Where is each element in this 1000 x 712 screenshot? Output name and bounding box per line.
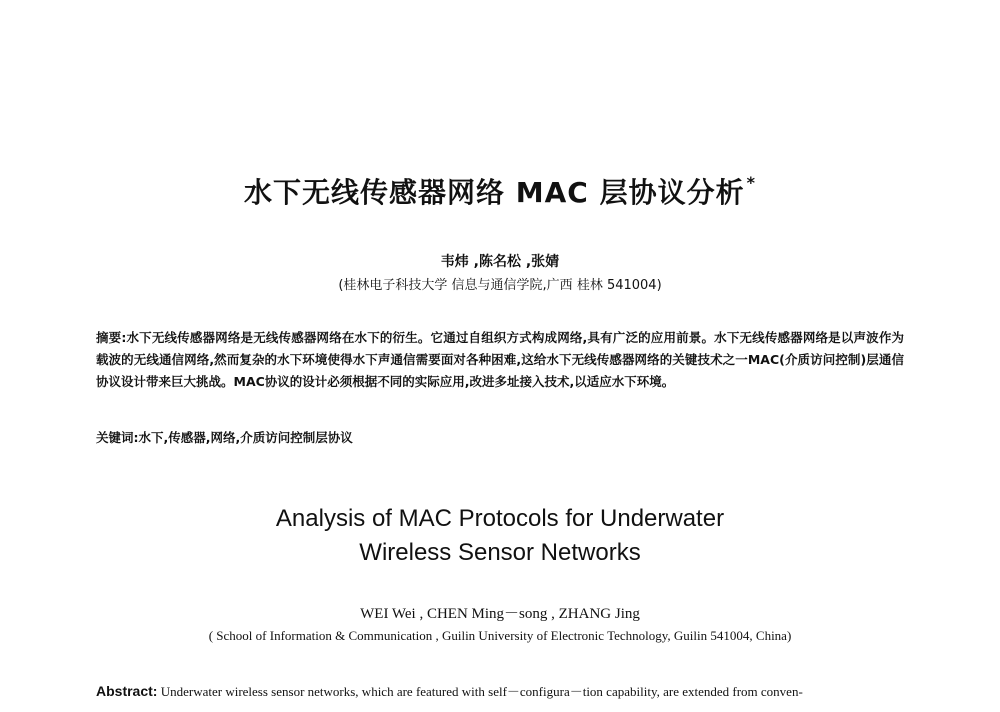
chinese-title [0,171,1000,211]
chinese-authors: 韦炜 ,陈名松 ,张婧 [440,254,560,270]
chinese-keywords-text: 水下,传感器,网络,介质访问控制层协议 [138,430,353,445]
english-abstract-label: Abstract: [96,683,158,699]
title-footnote-mark: * [746,172,756,192]
chinese-keywords [96,428,904,446]
chinese-abstract [96,327,904,393]
chinese-affiliation: (桂林电子科技大学 信息与通信学院,广西 桂林 541004) [338,278,662,293]
chinese-abstract-text: 水下无线传感器网络是无线传感器网络在水下的衍生。它通过自组织方式构成网络,具有广泛的应用前景。水下无线传感器网络是以声波作为载波的无线通信网络,然而复杂的水下环境使得水下声通信需要面对各种困难,这给水下无线传感器网络的关键技术之一MAC(介质访问控制)层通信协议设计带来巨大挑战。MAC协议的设计必须根据不同的实际应用,改进多址接入技术,以适应水下环境。 [96,330,904,389]
english-abstract [96,680,906,703]
chinese-abstract-label: 摘要: [96,330,127,345]
english-abstract-text: Underwater wireless sensor networks, which are featured with self－configura－tion capability, are extended from conven- [160,684,803,699]
english-title [0,502,1000,570]
chinese-keywords-label: 关键词: [96,430,139,445]
english-title-line1: Analysis of MAC Protocols for Underwater [275,505,725,532]
chinese-title-text: 水下无线传感器网络 MAC 层协议分析 [244,176,745,209]
english-affiliation: ( School of Information & Communication , Guilin University of Electronic Technology, Guilin 541004, China) [208,628,792,643]
english-title-line2: Wireless Sensor Networks [359,539,641,566]
english-authors: WEI Wei , CHEN Ming－song , ZHANG Jing [360,606,640,622]
